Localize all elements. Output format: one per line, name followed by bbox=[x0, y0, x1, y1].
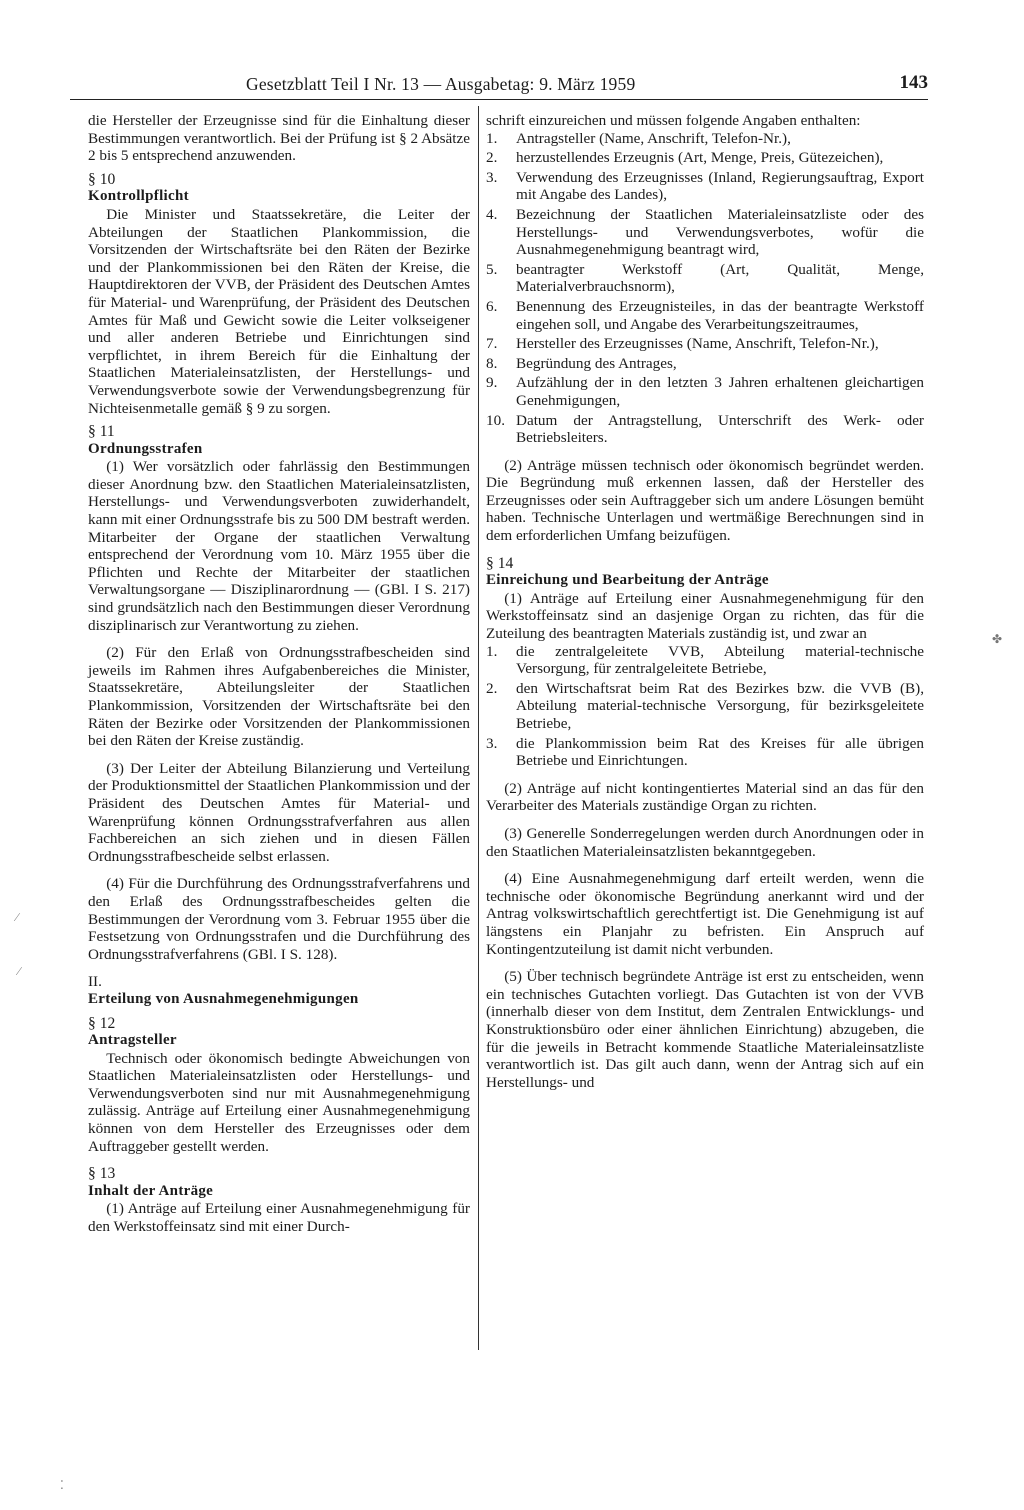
required-details-list bbox=[486, 130, 924, 447]
section-14-paragraph-3: (3) Generelle Sonderregelungen werden durch Anordnungen oder in den Staatlichen Materialeinsatzlisten bekanntgegeben. bbox=[486, 824, 924, 860]
section-10-number: § 10 bbox=[88, 170, 116, 188]
section-14-paragraph-1: (1) Anträge auf Erteilung einer Ausnahmegenehmigung für den Werkstoffeinsatz sind an dasjenige Organ zu richten, das für die Zuteilung des beantragten Materials zuständig ist, und zwar an bbox=[486, 589, 924, 643]
section-13-number: § 13 bbox=[88, 1165, 116, 1183]
responsible-organs-list bbox=[486, 643, 924, 770]
list-item: 6. Benennung des Erzeugnisteiles, in das der beantragte Werkstoff eingehen soll, und Angabe des Verarbeitungszeitraumes, bbox=[486, 297, 924, 333]
section-11-paragraph-4: (4) Für die Durchführung des Ordnungsstrafverfahrens und den Erlaß des Ordnungsstrafbescheides gelten die Bestimmungen der Verordnung vom 3. Februar 1955 über die Festsetzung von Ordnungsstrafen und die Durchführung des Ordnungsstrafverfahrens (GBl. I S. 128). bbox=[88, 875, 470, 963]
list-item: 3. die Plankommission beim Rat des Kreises für alle übrigen Betriebe und Einrichtungen. bbox=[486, 734, 924, 770]
scan-speck: ∕ bbox=[18, 964, 21, 978]
running-header: Gesetzblatt Teil I Nr. 13 — Ausgabetag: 9. März 1959 bbox=[246, 74, 636, 94]
scan-speck: ∕ bbox=[16, 910, 19, 924]
section-14-number: § 14 bbox=[486, 554, 514, 572]
part-2-number: II. bbox=[88, 973, 102, 991]
list-item: 8. Begründung des Antrages, bbox=[486, 354, 677, 372]
section-14-paragraph-5: (5) Über technisch begründete Anträge ist erst zu entscheiden, wenn ein technisches Gutachten vorliegt. Das Gutachten ist von der VVB (innerhalb dieser von dem Institut, dem Zentralen Entwicklungs- und Konstruktionsbüro oder einer ähnlichen Einrichtung) abzugeben, die für die jeweils in Betracht kommende Staatliche Materialeinsatzliste verantwortlich ist. Das gilt auch dann, wenn der Antrag sich auf ein Herstellungs- und bbox=[486, 968, 924, 1091]
section-12-number: § 12 bbox=[88, 1014, 116, 1032]
section-11-paragraph-1: (1) Wer vorsätzlich oder fahrlässig den Bestimmungen dieser Anordnung bzw. den Staatlichen Materialeinsatzlisten, Herstellungs- und Verwendungsverboten zuwiderhandelt, kann mit einer Ordnungsstrafe bis zu 500 DM bestraft werden. Mitarbeiter der Organe der staatlichen Verwaltung entsprechend der Verordnung vom 10. März 1955 über die Pflichten und Rechte der Mitarbeiter der staatlichen Verwaltungsorgane — Disziplinarordnung — (GBl. I S. 217) sind grundsätzlich nach den Bestimmungen dieser Verordnung disziplinarisch zur Verantwortung zu ziehen. bbox=[88, 458, 470, 634]
page-number: 143 bbox=[899, 72, 928, 93]
list-item: 1. Antragsteller (Name, Anschrift, Telefon-Nr.), bbox=[486, 129, 791, 147]
column-divider bbox=[478, 106, 479, 1350]
intro-paragraph: die Hersteller der Erzeugnisse sind für die Einhaltung dieser Bestimmungen verantwortlich. Bei der Prüfung ist § 2 Absätze 2 bis 5 entsprechend anzuwenden. bbox=[88, 112, 470, 165]
scan-speck: ✤ bbox=[992, 632, 1003, 646]
list-item: 3. Verwendung des Erzeugnisses (Inland, Regierungsauftrag, Export mit Angabe des Landes), bbox=[486, 168, 924, 204]
section-10-title: Kontrollpflicht bbox=[88, 188, 189, 205]
part-2-title: Erteilung von Ausnahmegenehmigungen bbox=[88, 990, 359, 1007]
section-12-title: Antragsteller bbox=[88, 1032, 177, 1049]
section-11-number: § 11 bbox=[88, 423, 115, 441]
section-11-title: Ordnungsstrafen bbox=[88, 440, 203, 457]
list-item: 2. den Wirtschaftsrat beim Rat des Bezirkes bzw. die VVB (B), Abteilung material-technische Versorgung, für bezirksgeleitete Betriebe, bbox=[486, 679, 924, 732]
section-12-text: Technisch oder ökonomisch bedingte Abweichungen von Staatlichen Materialeinsatzlisten oder Herstellungs- und Verwendungsverboten sind nur mit Ausnahmegenehmigung zulässig. Anträge auf Erteilung einer Ausnahmegenehmigung können von dem Hersteller des Erzeugnisses oder dem Auftraggeber gestellt werden. bbox=[88, 1049, 470, 1155]
section-13-title: Inhalt der Anträge bbox=[88, 1182, 214, 1199]
list-item: 9. Aufzählung der in den letzten 3 Jahren erhaltenen gleichartigen Genehmigungen, bbox=[486, 374, 924, 409]
section-13-continuation: schrift einzureichen und müssen folgende Angaben enthalten: bbox=[486, 112, 861, 129]
right-column bbox=[486, 112, 924, 1091]
section-14-paragraph-4: (4) Eine Ausnahmegenehmigung darf erteilt werden, wenn die technische oder ökonomische Begründung anerkannt wird und der Antrag volkswirtschaftlich gerechtfertigt ist. Die Genehmigung ist auf längstens ein Planjahr zu befristen. Ein Anspruch auf Kontingentzuteilung ist damit nicht verbunden. bbox=[486, 870, 924, 958]
section-13-paragraph-1: (1) Anträge auf Erteilung einer Ausnahmegenehmigung für den Werkstoffeinsatz sind mit einer Durch- bbox=[88, 1200, 470, 1236]
list-item: 2. herzustellendes Erzeugnis (Art, Menge, Preis, Gütezeichen), bbox=[486, 149, 884, 167]
page-header bbox=[70, 74, 928, 100]
section-10-text: Die Minister und Staatssekretäre, die Leiter der Abteilungen der Staatlichen Plankommission, die Vorsitzenden der Wirtschaftsräte bei den Räten der Bezirke und der Plankommissionen bei den Räten der Kreise, die Hauptdirektoren der VVB, der Präsident des Deutschen Amtes für Material- und Warenprüfung, der Präsident des Deutschen Amtes für Maß und Gewicht sowie die Leiter volkseigener und aller anderen Betriebe und Einrichtungen sind verpflichtet, in ihrem Bereich für die Einhaltung der Staatlichen Materialeinsatzlisten, der Herstellungs- und Verwendungsverbote sowie der Verwendungsbegrenzung für Nichteisenmetalle gemäß § 9 zu sorgen. bbox=[88, 205, 470, 417]
section-11-paragraph-2: (2) Für den Erlaß von Ordnungsstrafbescheiden sind jeweils im Rahmen ihres Aufgabenbereiches die Minister, Staatssekretäre, Abteilungsleiter der Staatlichen Plankommission, Vorsitzenden der Wirtschaftsräte bei den Räten der Bezirke oder Vorsitzenden der Plankommissionen bei den Räten der Kreise zuständig. bbox=[88, 644, 470, 750]
section-11-paragraph-3: (3) Der Leiter der Abteilung Bilanzierung und Verteilung der Produktionsmittel der Staatlichen Plankommission und der Präsident des Deutschen Amtes für Material- und Warenprüfung können Ordnungsstrafverfahren aus allen Fachbereichen an sich ziehen und in diesen Fällen Ordnungsstrafbescheide selbst erlassen. bbox=[88, 759, 470, 865]
left-column bbox=[88, 112, 470, 1236]
header-rule bbox=[70, 99, 928, 100]
list-item: 10. Datum der Antragstellung, Unterschrift des Werk- oder Betriebsleiters. bbox=[486, 411, 924, 447]
section-14-paragraph-2: (2) Anträge auf nicht kontingentiertes Material sind an das für den Verarbeiter des Materials zuständige Organ zu richten. bbox=[486, 779, 924, 815]
section-14-title: Einreichung und Bearbeitung der Anträge bbox=[486, 572, 769, 589]
list-item: 5. beantragter Werkstoff (Art, Qualität, Menge, Materialverbrauchsnorm), bbox=[486, 260, 924, 296]
section-13-paragraph-2: (2) Anträge müssen technisch oder ökonomisch begründet werden. Die Begründung muß erkennen lassen, daß der Hersteller des Erzeugnisses oder sein Auftraggeber sich um andere Lösungen bemüht haben. Technische Unterlagen und wertmäßige Berechnungen sind in dem erforderlichen Umfang beizufügen. bbox=[486, 456, 924, 545]
scan-speck: ⁚ bbox=[60, 1478, 64, 1492]
list-item: 4. Bezeichnung der Staatlichen Materialeinsatzliste oder des Herstellungs- und Verwendungsverbotes, wofür die Ausnahmegenehmigung beantragt wird, bbox=[486, 205, 924, 259]
list-item: 7. Hersteller des Erzeugnisses (Name, Anschrift, Telefon-Nr.), bbox=[486, 335, 879, 353]
list-item: 1. die zentralgeleitete VVB, Abteilung material-technische Versorgung, für zentralgeleitete Betriebe, bbox=[486, 642, 924, 678]
